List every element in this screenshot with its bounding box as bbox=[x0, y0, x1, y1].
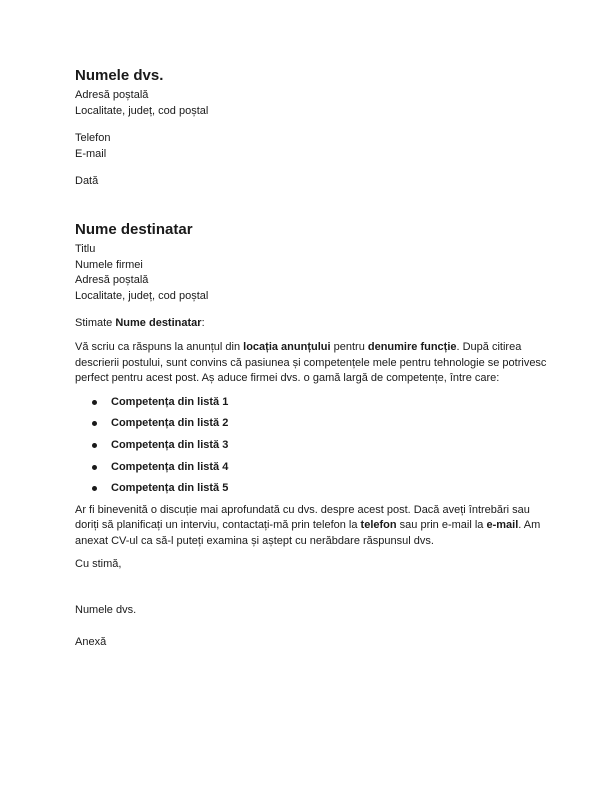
letter-date: Dată bbox=[75, 175, 99, 188]
paragraph-closing-text-3: . Am anexat CV-ul ca să-l puteți examina și aștept cu nerăbdare răspunsul dvs. bbox=[75, 519, 541, 547]
skill-item bbox=[75, 395, 555, 411]
salutation-suffix: : bbox=[201, 317, 205, 330]
skill-label: Competența din listă 5 bbox=[111, 482, 229, 495]
skill-label: Competența din listă 2 bbox=[111, 417, 229, 430]
recipient-city: Localitate, județ, cod poștal bbox=[75, 289, 209, 302]
skill-item bbox=[75, 460, 555, 476]
recipient-company: Numele firmei bbox=[75, 258, 143, 271]
salutation-prefix: Stimate bbox=[75, 317, 116, 330]
skill-item bbox=[75, 416, 555, 432]
paragraph-intro-text-3: . După citirea descrierii postului, sunt convins că pasiunea și competențele mele pentru tehnologie se potrivesc perfect pentru acest post. Aș aduce firmei dvs. o gamă largă de competențe, între care: bbox=[75, 340, 547, 385]
recipient-title: Titlu bbox=[75, 242, 96, 255]
paragraph-intro-text-1: Vă scriu ca răspuns la anunțul din bbox=[75, 340, 244, 353]
job-title-placeholder: denumire funcție bbox=[367, 340, 457, 353]
salutation bbox=[75, 316, 555, 332]
letter-content bbox=[75, 66, 555, 650]
skill-label: Competența din listă 4 bbox=[111, 460, 229, 473]
paragraph-intro-text-2: pentru bbox=[330, 340, 368, 353]
paragraph-closing-text-2: sau prin e-mail la bbox=[396, 519, 487, 532]
paragraph-closing-text bbox=[75, 503, 555, 550]
skill-label: Competența din listă 3 bbox=[111, 438, 229, 451]
skills-list bbox=[75, 395, 555, 497]
sender-name: Numele dvs. bbox=[75, 67, 164, 84]
ad-location-placeholder: locația anunțului bbox=[243, 340, 331, 353]
bullet-icon bbox=[92, 400, 97, 405]
recipient-block bbox=[75, 220, 555, 304]
signature-name: Numele dvs. bbox=[75, 604, 137, 617]
paragraph-closing-text-1: Ar fi binevenită o discuție mai aprofundată cu dvs. despre acest post. Dacă aveți întrebări sau doriți să planificați un interviu, contactați-mă prin telefon la bbox=[75, 503, 530, 532]
closing: Cu stimă, bbox=[75, 558, 122, 571]
recipient-address: Adresă poștală bbox=[75, 274, 149, 287]
sender-email: E-mail bbox=[75, 147, 107, 160]
bullet-icon bbox=[92, 421, 97, 426]
email-placeholder: e-mail bbox=[486, 519, 519, 532]
skill-label: Competența din listă 1 bbox=[111, 395, 229, 408]
recipient-name: Nume destinatar bbox=[75, 220, 193, 238]
salutation-name: Nume destinatar bbox=[115, 317, 202, 330]
phone-placeholder: telefon bbox=[360, 519, 397, 532]
paragraph-intro bbox=[75, 340, 555, 387]
skill-item bbox=[75, 438, 555, 454]
sender-city: Localitate, județ, cod poștal bbox=[75, 104, 209, 117]
sender-address: Adresă poștală bbox=[75, 89, 149, 101]
sender-phone: Telefon bbox=[75, 132, 111, 145]
sender-block bbox=[75, 66, 555, 162]
bullet-icon bbox=[92, 486, 97, 491]
bullet-icon bbox=[92, 465, 97, 470]
enclosure-label: Anexă bbox=[75, 635, 107, 648]
bullet-icon bbox=[92, 443, 97, 448]
skill-item bbox=[75, 481, 555, 497]
